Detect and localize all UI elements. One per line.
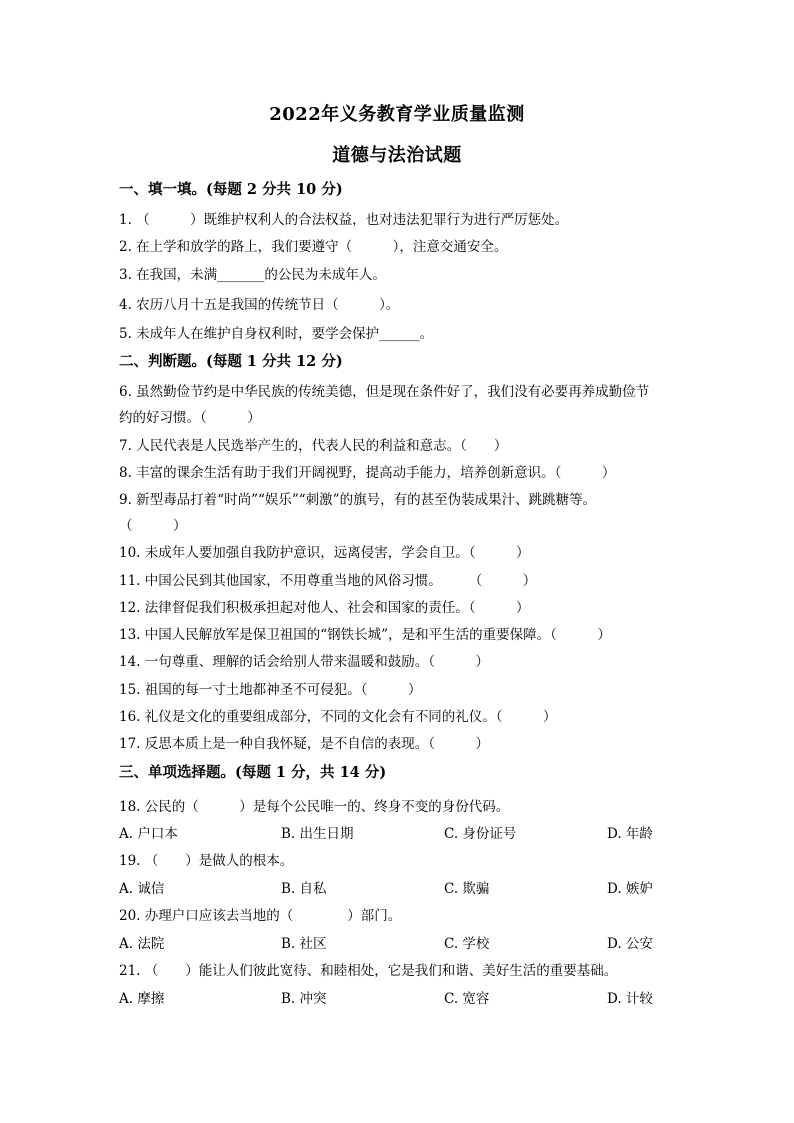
question-16: 16. 礼仪是文化的重要组成部分，不同的文化会有不同的礼仪。（ ）	[119, 709, 557, 725]
question-19-options	[119, 879, 679, 899]
option-c: C. 宽容	[444, 991, 490, 1007]
question-18: 18. 公民的（ ）是每个公民唯一的、终身不变的身份代码。	[119, 799, 510, 815]
option-d: D. 公安	[607, 936, 653, 952]
question-6: 6. 虽然勤俭节约是中华民族的传统美德，但是现在条件好了，我们没有必要再养成勤俭节	[119, 384, 650, 400]
question-19: 19. （ ）是做人的根本。	[119, 853, 294, 869]
question-18-options	[119, 824, 679, 844]
option-d: D. 嫉妒	[607, 881, 653, 897]
question-13: 13. 中国人民解放军是保卫祖国的“钢铁长城”，是和平生活的重要保障。（ ）	[119, 627, 611, 643]
option-c: C. 学校	[444, 936, 490, 952]
question-2: 2. 在上学和放学的路上，我们要遵守（ ），注意交通安全。	[119, 239, 508, 255]
option-a: A. 户口本	[119, 826, 178, 842]
question-3: 3. 在我国，未满_______的公民为未成年人。	[119, 267, 386, 283]
question-5: 5. 未成年人在维护自身权利时，要学会保护______。	[119, 326, 434, 342]
exam-title: 2022年义务教育学业质量监测	[269, 104, 525, 125]
option-b: B. 自私	[281, 881, 327, 897]
option-a: A. 法院	[119, 936, 165, 952]
question-10: 10. 未成年人要加强自我防护意识，远离侵害，学会自卫。（ ）	[119, 545, 530, 561]
question-20: 20. 办理户口应该去当地的（ ）部门。	[119, 908, 402, 924]
question-4: 4. 农历八月十五是我国的传统节日（ ）。	[119, 297, 400, 313]
question-15: 15. 祖国的每一寸土地都神圣不可侵犯。（ ）	[119, 682, 422, 698]
option-d: D. 年龄	[607, 826, 653, 842]
question-6-continued: 约的好习惯。（ ）	[119, 410, 261, 426]
question-21: 21. （ ）能让人们彼此宽待、和睦相处，它是我们和谐、美好生活的重要基础。	[119, 963, 618, 979]
exam-subtitle: 道德与法治试题	[332, 145, 462, 166]
question-21-options	[119, 989, 679, 1009]
question-20-options	[119, 934, 679, 954]
section-header-true-false: 二、判断题。(每题 1 分共 12 分)	[119, 353, 343, 370]
option-a: A. 摩擦	[119, 991, 165, 1007]
question-7: 7. 人民代表是人民选举产生的，代表人民的利益和意志。（ ）	[119, 438, 508, 454]
question-17: 17. 反思本质上是一种自我怀疑，是不自信的表现。（ ）	[119, 736, 490, 752]
question-9: 9. 新型毒品打着“时尚”“娱乐”“刺激”的旗号，有的甚至伪装成果汁、跳跳糖等。	[119, 492, 597, 508]
question-11: 11. 中国公民到其他国家，不用尊重当地的风俗习惯。 （ ）	[119, 573, 537, 589]
option-b: B. 社区	[281, 936, 327, 952]
option-b: B. 冲突	[281, 991, 327, 1007]
section-header-multiple-choice: 三、单项选择题。(每题 1 分，共 14 分)	[119, 764, 387, 781]
question-1: 1. （ ）既维护权利人的合法权益，也对违法犯罪行为进行严厉惩处。	[119, 212, 569, 228]
option-a: A. 诚信	[119, 881, 165, 897]
question-8: 8. 丰富的课余生活有助于我们开阔视野，提高动手能力，培养创新意识。（ ）	[119, 465, 616, 481]
option-c: C. 身份证号	[444, 826, 517, 842]
question-14: 14. 一句尊重、理解的话会给别人带来温暖和鼓励。（ ）	[119, 654, 490, 670]
option-c: C. 欺骗	[444, 881, 490, 897]
question-9-continued: （ ）	[119, 518, 187, 534]
question-12: 12. 法律督促我们积极承担起对他人、社会和国家的责任。（ ）	[119, 600, 530, 616]
option-d: D. 计较	[607, 991, 653, 1007]
section-header-fill-in: 一、填一填。(每题 2 分共 10 分)	[119, 181, 343, 198]
option-b: B. 出生日期	[281, 826, 354, 842]
